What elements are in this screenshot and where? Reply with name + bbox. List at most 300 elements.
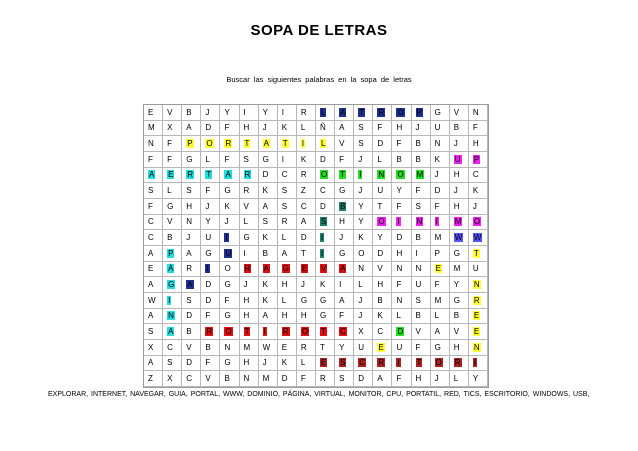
grid-cell [335, 246, 354, 262]
grid-cell [354, 340, 373, 356]
grid-cell [259, 262, 278, 278]
grid-cell [373, 340, 392, 356]
grid-cell [278, 230, 297, 246]
grid-letter: A [148, 280, 154, 290]
grid-letter: H [243, 358, 250, 368]
grid-letter: A [148, 358, 154, 368]
grid-cell [412, 262, 431, 278]
grid-cell [354, 136, 373, 152]
grid-cell [450, 152, 469, 168]
grid-cell [220, 105, 239, 121]
grid-letter: B [186, 327, 192, 337]
grid-letter: K [262, 295, 268, 305]
grid-letter: E [378, 342, 384, 352]
grid-cell [431, 136, 450, 152]
grid-cell [259, 324, 278, 340]
grid-letter: F [167, 154, 172, 164]
grid-letter: C [167, 342, 173, 352]
grid-cell [163, 168, 182, 184]
grid-letter: O [378, 217, 385, 227]
grid-letter: F [434, 201, 440, 211]
grid-letter: F [205, 358, 211, 368]
grid-cell [144, 277, 163, 293]
grid-cell [201, 262, 220, 278]
grid-cell [144, 136, 163, 152]
grid-letter: C [472, 170, 479, 180]
grid-letter: O [397, 170, 404, 180]
grid-cell [335, 168, 354, 184]
grid-cell [392, 168, 411, 184]
grid-cell [163, 105, 182, 121]
grid-cell [182, 262, 201, 278]
grid-cell [220, 340, 239, 356]
grid-cell [259, 168, 278, 184]
grid-letter: S [358, 139, 364, 149]
grid-cell [220, 152, 239, 168]
grid-letter: S [339, 374, 345, 384]
grid-letter: Z [300, 186, 306, 196]
grid-letter: E [320, 358, 327, 368]
grid-letter: R [225, 139, 232, 149]
grid-letter: M [148, 123, 155, 133]
grid-cell [469, 152, 488, 168]
grid-cell [240, 136, 259, 152]
grid-letter: X [167, 123, 173, 133]
grid-cell [373, 152, 392, 168]
grid-cell [335, 199, 354, 215]
grid-letter: V [453, 107, 460, 117]
grid-letter: N [396, 295, 403, 305]
grid-cell [240, 230, 259, 246]
grid-letter: S [281, 186, 288, 196]
grid-cell [373, 277, 392, 293]
grid-letter: H [472, 139, 479, 149]
grid-cell [278, 309, 297, 325]
grid-cell [335, 230, 354, 246]
grid-letter: U [225, 248, 232, 258]
grid-letter: J [224, 217, 229, 227]
grid-cell [182, 371, 201, 387]
grid-letter: O [435, 358, 442, 368]
grid-cell [144, 215, 163, 231]
grid-letter: H [243, 311, 250, 321]
grid-letter: S [148, 186, 154, 196]
grid-cell [450, 371, 469, 387]
grid-cell [297, 121, 316, 137]
grid-cell [469, 262, 488, 278]
page-title: SOPA DE LETRAS [250, 22, 388, 39]
grid-cell [259, 246, 278, 262]
grid-cell [220, 136, 239, 152]
grid-letter: Y [472, 374, 479, 384]
grid-cell [240, 309, 259, 325]
grid-cell [220, 246, 239, 262]
grid-letter: M [453, 264, 461, 274]
grid-letter: F [300, 374, 306, 384]
grid-cell [144, 199, 163, 215]
grid-letter: A [340, 107, 346, 117]
grid-letter: L [320, 139, 326, 149]
grid-cell [220, 293, 239, 309]
grid-letter: N [396, 264, 403, 274]
grid-letter: H [281, 311, 288, 321]
grid-letter: J [339, 233, 344, 243]
grid-letter: B [377, 295, 383, 305]
grid-letter: B [415, 154, 421, 164]
grid-cell [335, 262, 354, 278]
grid-cell [201, 246, 220, 262]
grid-letter: K [300, 154, 307, 164]
grid-letter: H [339, 217, 345, 227]
grid-letter: A [300, 217, 307, 227]
grid-letter: T [416, 358, 422, 368]
grid-letter: C [340, 327, 346, 337]
grid-letter: A [225, 170, 231, 180]
grid-letter: X [167, 374, 173, 384]
grid-cell [220, 215, 239, 231]
grid-letter: R [300, 107, 307, 117]
grid-cell [431, 121, 450, 137]
grid-letter: H [453, 170, 460, 180]
grid-letter: F [415, 342, 421, 352]
grid-cell [335, 136, 354, 152]
grid-letter: H [453, 201, 460, 211]
grid-cell [163, 230, 182, 246]
grid-cell [240, 277, 259, 293]
grid-cell [450, 246, 469, 262]
grid-cell [220, 356, 239, 372]
grid-letter: V [167, 217, 173, 227]
grid-cell [469, 105, 488, 121]
grid-cell [450, 199, 469, 215]
grid-cell [163, 309, 182, 325]
grid-letter: D [358, 374, 364, 384]
grid-letter: I [435, 217, 438, 227]
grid-letter: K [281, 358, 288, 368]
grid-letter: J [472, 201, 477, 211]
grid-letter: J [453, 139, 458, 149]
grid-letter: R [187, 170, 193, 180]
grid-cell [354, 183, 373, 199]
grid-letter: S [262, 217, 268, 227]
grid-letter: Z [148, 374, 153, 384]
grid-cell [259, 277, 278, 293]
grid-cell [335, 277, 354, 293]
grid-cell [316, 324, 335, 340]
grid-letter: V [243, 201, 249, 211]
grid-cell [201, 277, 220, 293]
grid-letter: B [415, 139, 421, 149]
grid-letter: L [281, 233, 287, 243]
word-search-grid [143, 104, 489, 388]
grid-cell [450, 277, 469, 293]
grid-letter: V [320, 264, 327, 274]
grid-letter: N [186, 217, 192, 227]
grid-cell [163, 262, 182, 278]
grid-cell [354, 246, 373, 262]
grid-letter: J [358, 186, 363, 196]
grid-letter: R [244, 170, 251, 180]
grid-cell [201, 356, 220, 372]
grid-cell [412, 168, 431, 184]
grid-letter: R [281, 217, 288, 227]
grid-letter: N [473, 280, 480, 290]
grid-letter: F [377, 123, 383, 133]
grid-letter: R [206, 327, 213, 337]
grid-cell [431, 215, 450, 231]
grid-letter: T [319, 342, 325, 352]
grid-cell [297, 230, 316, 246]
grid-letter: P [473, 154, 480, 164]
grid-letter: N [473, 342, 480, 352]
grid-cell [297, 293, 316, 309]
grid-letter: J [434, 170, 439, 180]
grid-cell [469, 136, 488, 152]
grid-cell [182, 246, 201, 262]
instructions: Buscar las siguientes palabras en la sopa de letras [226, 75, 412, 84]
grid-letter: A [168, 327, 174, 337]
grid-letter: V [186, 342, 192, 352]
grid-letter: G [224, 311, 231, 321]
grid-letter: F [415, 186, 421, 196]
grid-cell [297, 324, 316, 340]
grid-letter: D [205, 123, 212, 133]
grid-cell [182, 105, 201, 121]
grid-cell [316, 136, 335, 152]
grid-cell [297, 309, 316, 325]
grid-cell [278, 215, 297, 231]
grid-cell [450, 356, 469, 372]
grid-letter: I [359, 170, 362, 180]
grid-letter: R [378, 107, 385, 117]
grid-letter: J [434, 374, 439, 384]
grid-letter: I [281, 107, 284, 117]
grid-letter: F [434, 280, 440, 290]
grid-letter: D [205, 280, 212, 290]
grid-cell [431, 277, 450, 293]
grid-cell [278, 262, 297, 278]
grid-cell [259, 136, 278, 152]
grid-letter: X [148, 342, 154, 352]
grid-cell [182, 340, 201, 356]
grid-cell [201, 215, 220, 231]
grid-letter: J [262, 123, 267, 133]
grid-cell [431, 230, 450, 246]
grid-cell [144, 105, 163, 121]
grid-cell [144, 356, 163, 372]
grid-cell [392, 277, 411, 293]
grid-cell [469, 246, 488, 262]
grid-letter: V [453, 327, 460, 337]
grid-cell [201, 199, 220, 215]
grid-cell [163, 121, 182, 137]
grid-cell [259, 293, 278, 309]
grid-cell [220, 168, 239, 184]
grid-letter: J [300, 280, 305, 290]
grid-cell [373, 199, 392, 215]
grid-cell [316, 340, 335, 356]
grid-letter: O [320, 170, 328, 180]
grid-letter: I [225, 233, 228, 243]
grid-letter: L [300, 123, 306, 133]
grid-cell [412, 105, 431, 121]
grid-cell [335, 215, 354, 231]
grid-letter: A [263, 264, 269, 274]
grid-cell [450, 324, 469, 340]
grid-cell [163, 324, 182, 340]
grid-letter: L [396, 311, 401, 321]
grid-cell [240, 152, 259, 168]
grid-cell [469, 230, 488, 246]
grid-letter: K [281, 123, 288, 133]
grid-letter: I [168, 295, 171, 305]
grid-cell [354, 356, 373, 372]
grid-letter: J [453, 186, 458, 196]
grid-cell [259, 230, 278, 246]
grid-letter: A [148, 311, 154, 321]
grid-letter: B [453, 311, 460, 321]
grid-cell [316, 293, 335, 309]
grid-letter: B [224, 374, 230, 384]
grid-cell [259, 105, 278, 121]
grid-cell [297, 105, 316, 121]
grid-cell [144, 183, 163, 199]
grid-letter: S [281, 201, 288, 211]
grid-letter: D [377, 139, 384, 149]
grid-cell [373, 324, 392, 340]
grid-letter: J [358, 295, 363, 305]
grid-cell [182, 199, 201, 215]
grid-letter: C [319, 186, 326, 196]
grid-cell [412, 136, 431, 152]
grid-cell [431, 371, 450, 387]
grid-letter: F [472, 123, 478, 133]
grid-letter: I [473, 358, 477, 368]
grid-cell [373, 105, 392, 121]
grid-cell [240, 293, 259, 309]
grid-letter: Y [358, 217, 364, 227]
grid-cell [144, 371, 163, 387]
grid-letter: A [263, 139, 269, 149]
grid-cell [431, 246, 450, 262]
grid-cell [412, 277, 431, 293]
grid-letter: F [396, 139, 402, 149]
grid-letter: C [186, 374, 192, 384]
grid-cell [373, 168, 392, 184]
grid-letter: I [301, 139, 305, 149]
grid-letter: C [281, 170, 288, 180]
grid-letter: T [320, 327, 326, 337]
grid-cell [412, 121, 431, 137]
grid-cell [392, 183, 411, 199]
grid-letter: U [377, 186, 384, 196]
grid-cell [354, 309, 373, 325]
grid-cell [335, 324, 354, 340]
grid-letter: E [473, 327, 480, 337]
grid-cell [392, 199, 411, 215]
grid-cell [316, 105, 335, 121]
grid-letter: V [377, 264, 383, 274]
grid-cell [412, 152, 431, 168]
grid-letter: K [262, 186, 268, 196]
grid-letter: H [377, 280, 384, 290]
grid-cell [240, 371, 259, 387]
grid-cell [144, 262, 163, 278]
grid-cell [469, 371, 488, 387]
grid-cell [335, 105, 354, 121]
grid-letter: D [397, 327, 404, 337]
grid-cell [412, 340, 431, 356]
grid-cell [392, 371, 411, 387]
grid-cell [201, 136, 220, 152]
grid-cell [373, 371, 392, 387]
grid-letter: C [377, 327, 384, 337]
grid-cell [259, 199, 278, 215]
grid-letter: C [359, 358, 365, 368]
grid-letter: J [205, 201, 210, 211]
grid-letter: G [186, 154, 193, 164]
grid-letter: O [224, 264, 231, 274]
grid-cell [297, 183, 316, 199]
grid-letter: E [168, 170, 174, 180]
grid-letter: K [434, 154, 440, 164]
grid-cell [201, 105, 220, 121]
grid-cell [412, 371, 431, 387]
grid-letter: T [244, 139, 250, 149]
grid-letter: L [243, 217, 248, 227]
grid-letter: D [281, 374, 288, 384]
grid-letter: O [397, 107, 404, 117]
grid-cell [220, 371, 239, 387]
grid-letter: S [148, 327, 154, 337]
grid-letter: G [168, 280, 175, 290]
grid-letter: V [339, 139, 345, 149]
grid-cell [373, 183, 392, 199]
grid-cell [220, 183, 239, 199]
grid-letter: G [167, 201, 174, 211]
grid-cell [201, 183, 220, 199]
grid-letter: F [396, 280, 402, 290]
grid-letter: T [473, 248, 479, 258]
grid-cell [182, 215, 201, 231]
grid-cell [335, 356, 354, 372]
grid-letter: T [244, 327, 250, 337]
grid-cell [163, 183, 182, 199]
grid-cell [469, 168, 488, 184]
grid-cell [240, 340, 259, 356]
grid-cell [278, 199, 297, 215]
grid-letter: L [358, 280, 363, 290]
grid-letter: B [205, 342, 211, 352]
grid-letter: D [396, 233, 403, 243]
grid-cell [316, 199, 335, 215]
grid-letter: K [319, 280, 326, 290]
grid-cell [163, 293, 182, 309]
grid-letter: N [224, 342, 231, 352]
grid-cell [335, 183, 354, 199]
grid-letter: S [320, 217, 327, 227]
grid-letter: S [358, 123, 364, 133]
grid-cell [431, 262, 450, 278]
grid-letter: U [396, 342, 403, 352]
grid-cell [297, 277, 316, 293]
grid-letter: D [262, 170, 269, 180]
grid-letter: M [416, 170, 424, 180]
grid-cell [316, 371, 335, 387]
grid-cell [163, 277, 182, 293]
grid-letter: S [186, 295, 192, 305]
grid-letter: J [186, 233, 191, 243]
